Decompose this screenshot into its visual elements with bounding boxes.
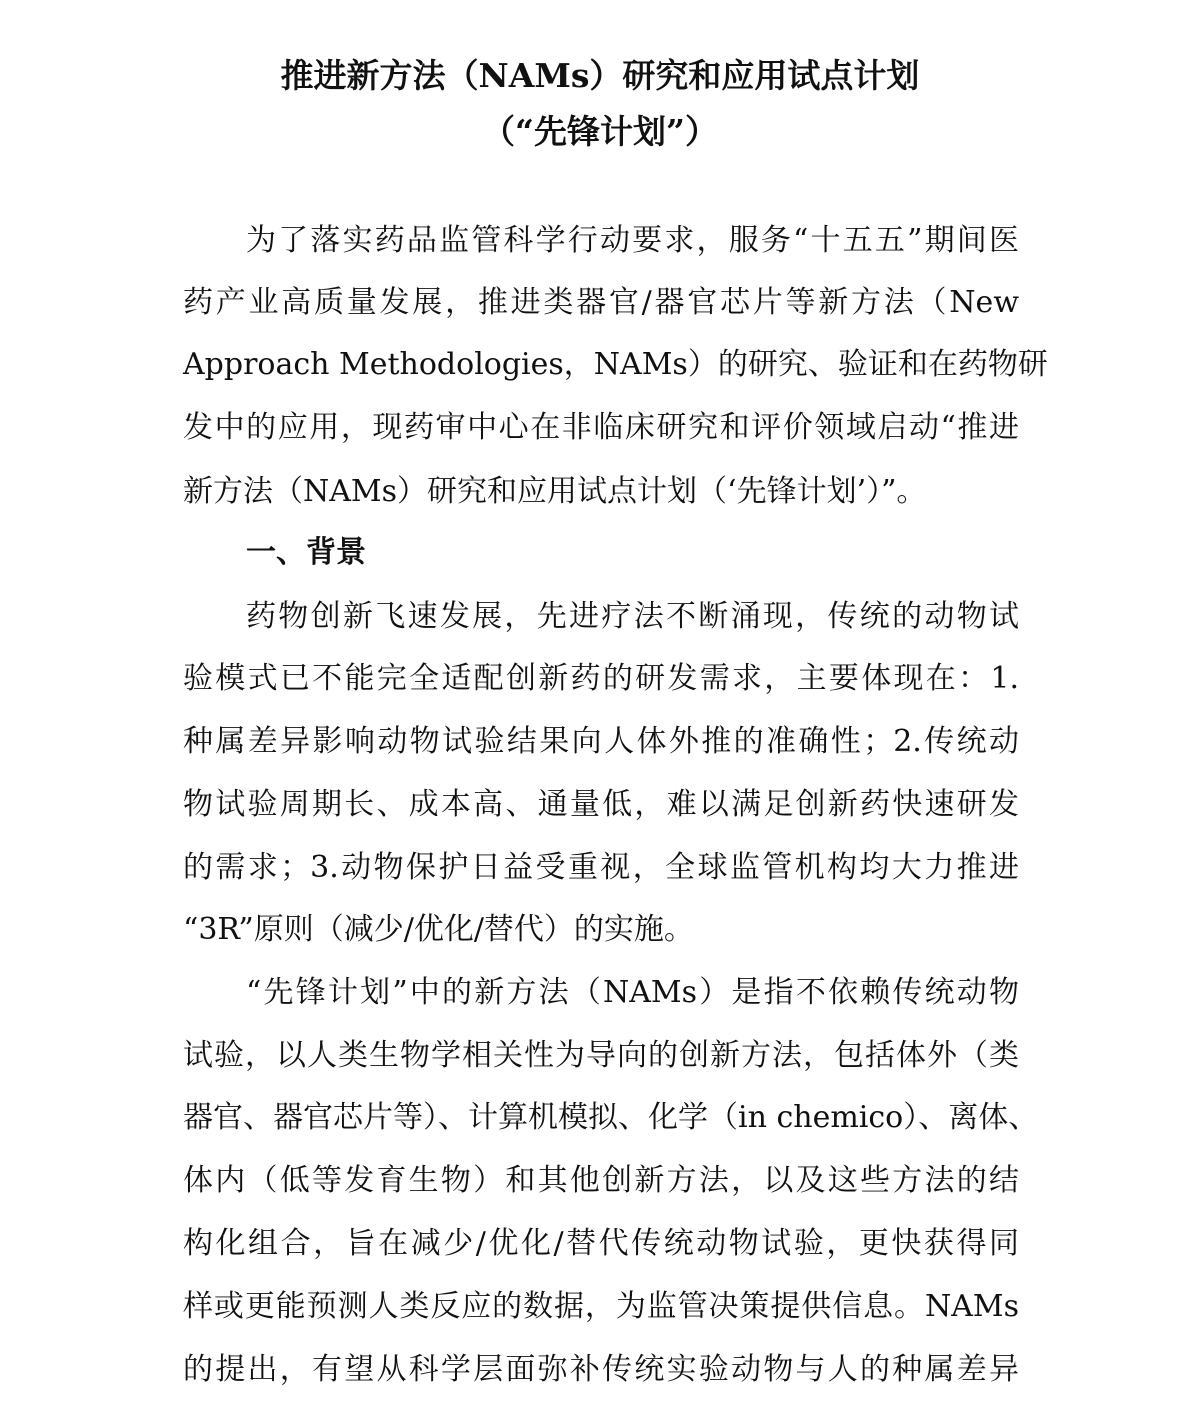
paragraph-1-line-2: 药产业高质量发展，推进类器官/器官芯片等新方法（New: [183, 285, 1019, 320]
paragraph-3-line-6: 样或更能预测人类反应的数据，为监管决策提供信息。NAMs: [183, 1289, 1019, 1324]
paragraph-2-line-5: 的需求；3.动物保护日益受重视，全球监管机构均大力推进: [183, 850, 1019, 885]
paragraph-3-line-2: 试验，以人类生物学相关性为导向的创新方法，包括体外（类: [183, 1038, 1019, 1073]
paragraph-2-line-2: 验模式已不能完全适配创新药的研发需求，主要体现在：1.: [183, 661, 1019, 696]
paragraph-1-line-5: 新方法（NAMs）研究和应用试点计划（‘先锋计划’）”。: [183, 474, 927, 509]
paragraph-1-line-4: 发中的应用，现药审中心在非临床研究和评价领域启动“推进: [183, 410, 1019, 445]
paragraph-2-line-3: 种属差异影响动物试验结果向人体外推的准确性；2.传统动: [183, 724, 1019, 759]
paragraph-1-line-1: 为了落实药品监管科学行动要求，服务“十五五”期间医: [246, 223, 1019, 258]
paragraph-3-line-5: 构化组合，旨在减少/优化/替代传统动物试验，更快获得同: [183, 1226, 1019, 1261]
paragraph-3-line-3: 器官、器官芯片等）、计算机模拟、化学（in chemico）、离体、: [183, 1100, 1039, 1135]
document-title: 推进新方法（NAMs）研究和应用试点计划: [280, 56, 920, 95]
paragraph-3-line-7: 的提出，有望从科学层面弥补传统实验动物与人的种属差异: [183, 1352, 1019, 1387]
paragraph-2-line-4: 物试验周期长、成本高、通量低，难以满足创新药快速研发: [183, 787, 1019, 822]
paragraph-3-line-1: “先锋计划”中的新方法（NAMs）是指不依赖传统动物: [246, 975, 1019, 1010]
document-subtitle: （“先锋计划”）: [482, 112, 718, 151]
section-heading-background: 一、背景: [246, 535, 366, 570]
paragraph-2-line-1: 药物创新飞速发展，先进疗法不断涌现，传统的动物试: [246, 599, 1019, 634]
paragraph-3-line-4: 体内（低等发育生物）和其他创新方法，以及这些方法的结: [183, 1163, 1019, 1198]
paragraph-1-line-3: Approach Methodologies，NAMs）的研究、验证和在药物研: [183, 347, 1048, 382]
paragraph-2-line-6: “3R”原则（减少/优化/替代）的实施。: [183, 912, 694, 947]
